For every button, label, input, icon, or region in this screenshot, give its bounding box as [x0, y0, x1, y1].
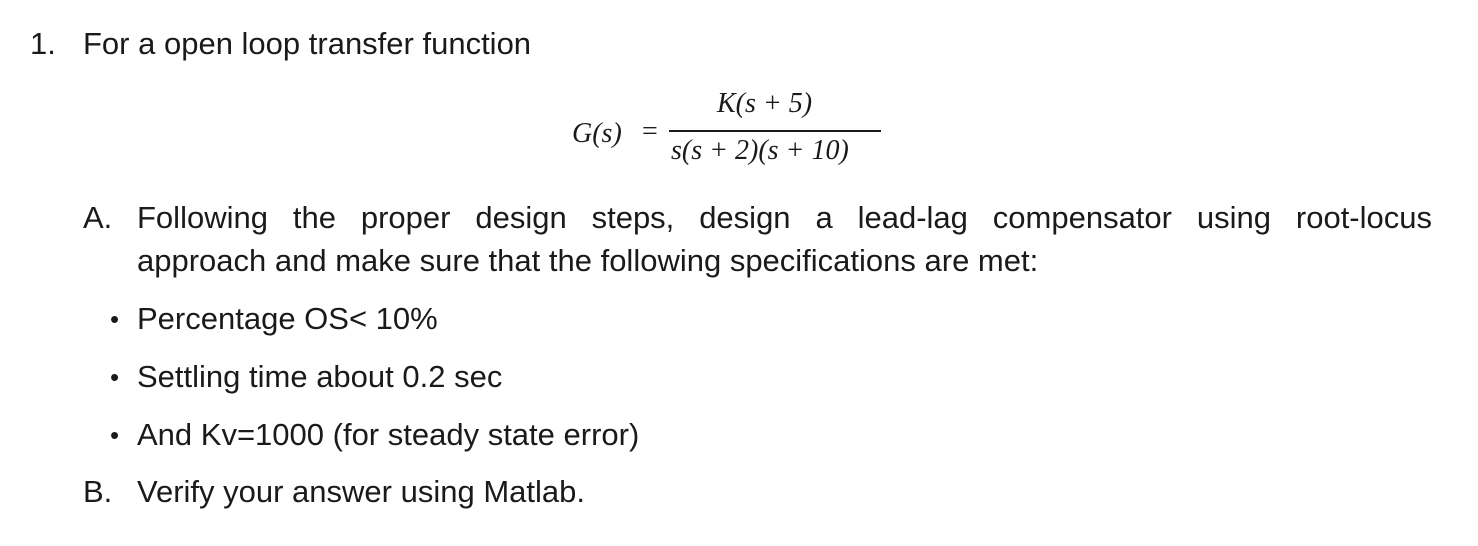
part-b-label: B.	[83, 474, 113, 509]
part-a-text-line2: approach and make sure that the following specifications are met:	[137, 243, 1039, 278]
question-number: 1.	[30, 26, 56, 61]
equation-lhs: G(s)	[572, 118, 622, 149]
fraction-bar	[669, 130, 881, 132]
equation-equals-sign: =	[642, 116, 658, 147]
equation-denominator: s(s + 2)(s + 10)	[671, 135, 849, 166]
transfer-function-equation	[572, 88, 892, 172]
bullet-icon: •	[110, 420, 120, 450]
spec-item-overshoot: Percentage OS< 10%	[137, 301, 438, 336]
question-text: For a open loop transfer function	[83, 26, 532, 61]
part-a-label: A.	[83, 200, 113, 235]
part-b-text: Verify your answer using Matlab.	[137, 474, 585, 509]
spec-item-kv: And Kv=1000 (for steady state error)	[137, 417, 640, 452]
bullet-icon: •	[110, 362, 120, 392]
spec-item-settling-time: Settling time about 0.2 sec	[137, 359, 503, 394]
part-a-text-line1: Following the proper design steps, design a lead-lag compensator using root-locus	[137, 200, 1432, 235]
bullet-icon: •	[110, 304, 120, 334]
equation-numerator: K(s + 5)	[717, 88, 813, 119]
